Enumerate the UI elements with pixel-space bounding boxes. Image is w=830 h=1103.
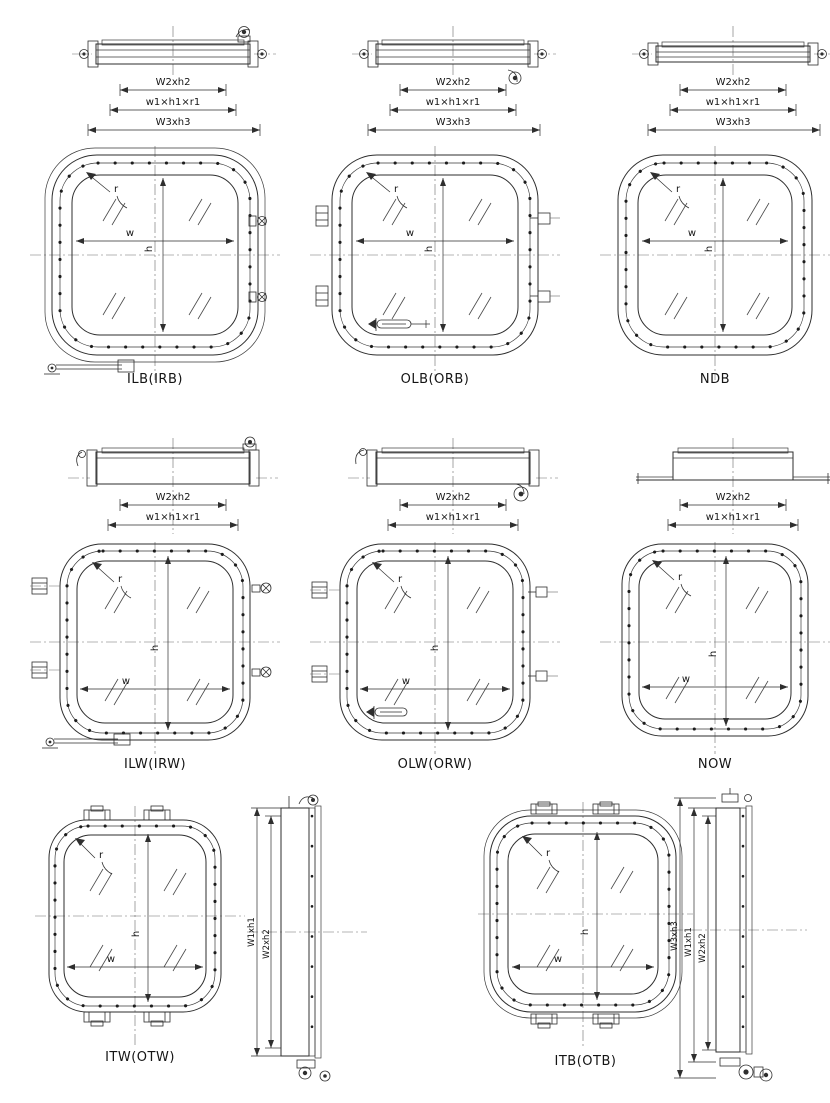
itb-side-view: [672, 786, 807, 1091]
dimensions: [648, 77, 820, 136]
frame-section: [632, 26, 830, 76]
itw-front-view: [35, 806, 245, 1046]
dim-label: W1xh1: [684, 927, 694, 957]
olb-section-view: [318, 24, 558, 142]
dimensions: [368, 77, 540, 136]
caption-ilb: ILB(IRB): [127, 372, 183, 387]
height-label: h: [144, 245, 155, 253]
height-label: h: [430, 644, 441, 652]
caption-olb: OLB(ORB): [400, 372, 470, 387]
radius-label: r: [99, 850, 104, 861]
olb-front-view: [310, 146, 560, 384]
ilw-front-view: [30, 542, 280, 754]
dim-label: W2xh2: [155, 77, 191, 88]
frame-profile: [281, 795, 330, 1081]
centerlines: [30, 146, 280, 380]
dim-label: W2xh2: [262, 929, 272, 959]
glass-hatching: [665, 199, 769, 319]
caption-olw: OLW(ORW): [397, 757, 473, 772]
height-label: h: [424, 245, 435, 253]
dim-label: W2xh2: [155, 492, 191, 503]
radius-label: r: [394, 184, 399, 195]
dim-label: w1×h1×r1: [425, 97, 481, 108]
caption-ilw: ILW(IRW): [123, 757, 187, 772]
dim-label: W2xh2: [435, 77, 471, 88]
height-label: h: [150, 644, 161, 652]
glass-hatching: [666, 587, 768, 703]
caption-ndb: NDB: [699, 372, 731, 387]
dim-label: W2xh2: [698, 933, 708, 963]
radius-label: r: [118, 574, 123, 585]
width-label: w: [401, 676, 411, 687]
width-label: w: [553, 954, 563, 965]
radius-label: r: [676, 184, 681, 195]
width-label: w: [121, 676, 131, 687]
height-label: h: [131, 930, 142, 938]
ilw-section-view: [38, 436, 278, 536]
dim-label: w1×h1×r1: [705, 512, 761, 523]
glass-hatching: [90, 869, 186, 971]
frame-profile: [716, 788, 772, 1081]
dim-label: W2xh2: [435, 492, 471, 503]
width-label: w: [405, 228, 415, 239]
itb-front-view: [478, 802, 693, 1047]
caption-now: NOW: [697, 757, 733, 772]
caption-itw: ITW(OTW): [105, 1050, 175, 1065]
dimensions: [668, 492, 798, 531]
centerlines: [310, 146, 560, 380]
ndb-front-view: [590, 146, 830, 384]
dim-label: W3xh3: [155, 117, 191, 128]
frame-section: [352, 26, 556, 84]
width-label: w: [125, 228, 135, 239]
width-label: w: [106, 954, 116, 965]
frame-section: [72, 26, 276, 76]
dim-label: W2xh2: [715, 492, 751, 503]
dimensions: [388, 492, 518, 531]
dim-label: w1×h1×r1: [145, 512, 201, 523]
now-front-view: [590, 542, 830, 754]
dim-label: w1×h1×r1: [425, 512, 481, 523]
ilb-section-view: [38, 24, 278, 142]
centerlines: [600, 542, 830, 754]
radius-label: r: [398, 574, 403, 585]
width-label: w: [681, 674, 691, 685]
centerlines: [478, 802, 693, 1047]
dim-label: W3xh3: [670, 921, 680, 951]
centerlines: [35, 806, 245, 1046]
height-label: h: [580, 928, 591, 936]
radius-label: r: [114, 184, 119, 195]
dimensions: [88, 77, 260, 136]
olw-section-view: [318, 436, 558, 536]
radius-label: r: [678, 572, 683, 583]
olw-front-view: [310, 542, 560, 754]
caption-itb: ITB(OTB): [554, 1054, 617, 1069]
glass-hatching: [103, 199, 211, 319]
radius-label: r: [546, 848, 551, 859]
glass-hatching: [383, 199, 491, 319]
itw-side-view: [247, 792, 367, 1087]
height-label: h: [704, 245, 715, 253]
dim-label: W3xh3: [715, 117, 751, 128]
ndb-section-view: [598, 24, 830, 142]
dimensions: [670, 798, 716, 1078]
glass-hatching: [537, 867, 633, 971]
ilb-front-view: [30, 146, 280, 384]
dim-label: w1×h1×r1: [145, 97, 201, 108]
dimensions: [108, 492, 238, 531]
dim-label: w1×h1×r1: [705, 97, 761, 108]
dim-label: W3xh3: [435, 117, 471, 128]
dim-label: W1xh1: [247, 917, 257, 947]
width-label: w: [687, 228, 697, 239]
now-section-view: [598, 436, 830, 536]
dim-label: W2xh2: [715, 77, 751, 88]
height-label: h: [708, 650, 719, 658]
